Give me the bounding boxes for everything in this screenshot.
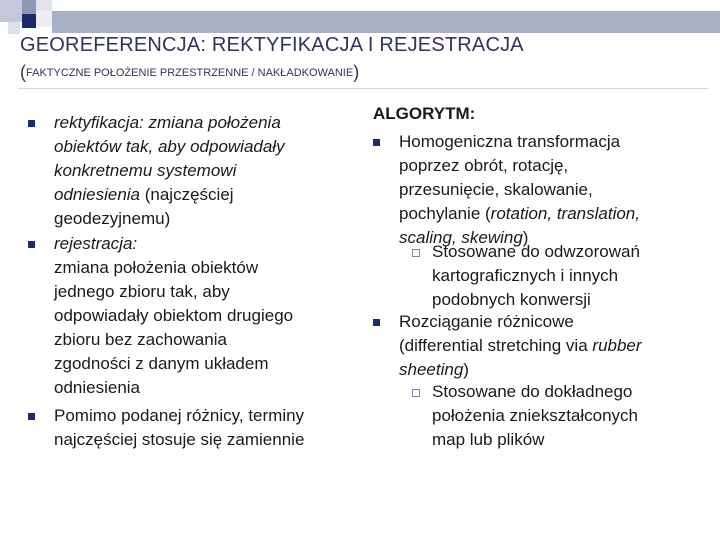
- sub-bullet-hollow-square-icon: [412, 249, 420, 257]
- bullet-square-icon: [373, 139, 380, 146]
- right-bullet-rozciaganie: Rozciąganie różnicowe (differential stretching via rubber sheeting): [399, 312, 642, 379]
- sub-bullet-hollow-square-icon: [412, 389, 420, 397]
- algorithm-heading: ALGORYTM:: [373, 104, 476, 123]
- corner-square-decoration: [0, 0, 22, 22]
- corner-square-decoration: [36, 0, 52, 11]
- bullet-square-icon: [28, 120, 35, 127]
- corner-square-decoration: [36, 11, 52, 27]
- left-bullet-rejestracja: rejestracja: zmiana położenia obiektów jednego zbioru tak, aby odpowiadały obiektom drugiego zbioru bez zachowania zgodności z danym układem odniesienia: [54, 234, 294, 397]
- bullet-square-icon: [28, 413, 35, 420]
- left-bullet-uwaga: Pomimo podanej różnicy, terminy najczęściej stosuje się zamiennie: [54, 406, 305, 449]
- slide-subtitle: (FAKTYCZNE POŁOŻENIE PRZESTRZENNE / NAKŁADKOWANIE): [20, 62, 360, 82]
- bullet-square-icon: [373, 319, 380, 326]
- bullet-square-icon: [28, 241, 35, 248]
- right-bullet-homogeniczna: Homogeniczna transformacja poprzez obrót, rotację, przesunięcie, skalowanie, pochylanie (rotation, translation, scaling, skewing): [399, 132, 640, 247]
- right-subbullet-dokladne: Stosowane do dokładnego położenia zniekształconych map lub plików: [432, 382, 639, 449]
- corner-square-decoration: [22, 0, 36, 14]
- corner-square-decoration: [8, 22, 20, 34]
- left-bullet-rektyfikacja: rektyfikacja: zmiana położenia obiektów tak, aby odpowiadały konkretnemu systemowi odniesienia (najczęściej geodezyjnemu): [54, 113, 285, 228]
- corner-square-decoration: [22, 14, 36, 28]
- title-divider: [18, 88, 708, 89]
- right-subbullet-kartograficzne: Stosowane do odwzorowań kartograficznych i innych podobnych konwersji: [432, 242, 640, 309]
- title-bar-decoration: [52, 11, 720, 33]
- slide-title: GEOREFERENCJA: REKTYFIKACJA I REJESTRACJA: [20, 34, 524, 56]
